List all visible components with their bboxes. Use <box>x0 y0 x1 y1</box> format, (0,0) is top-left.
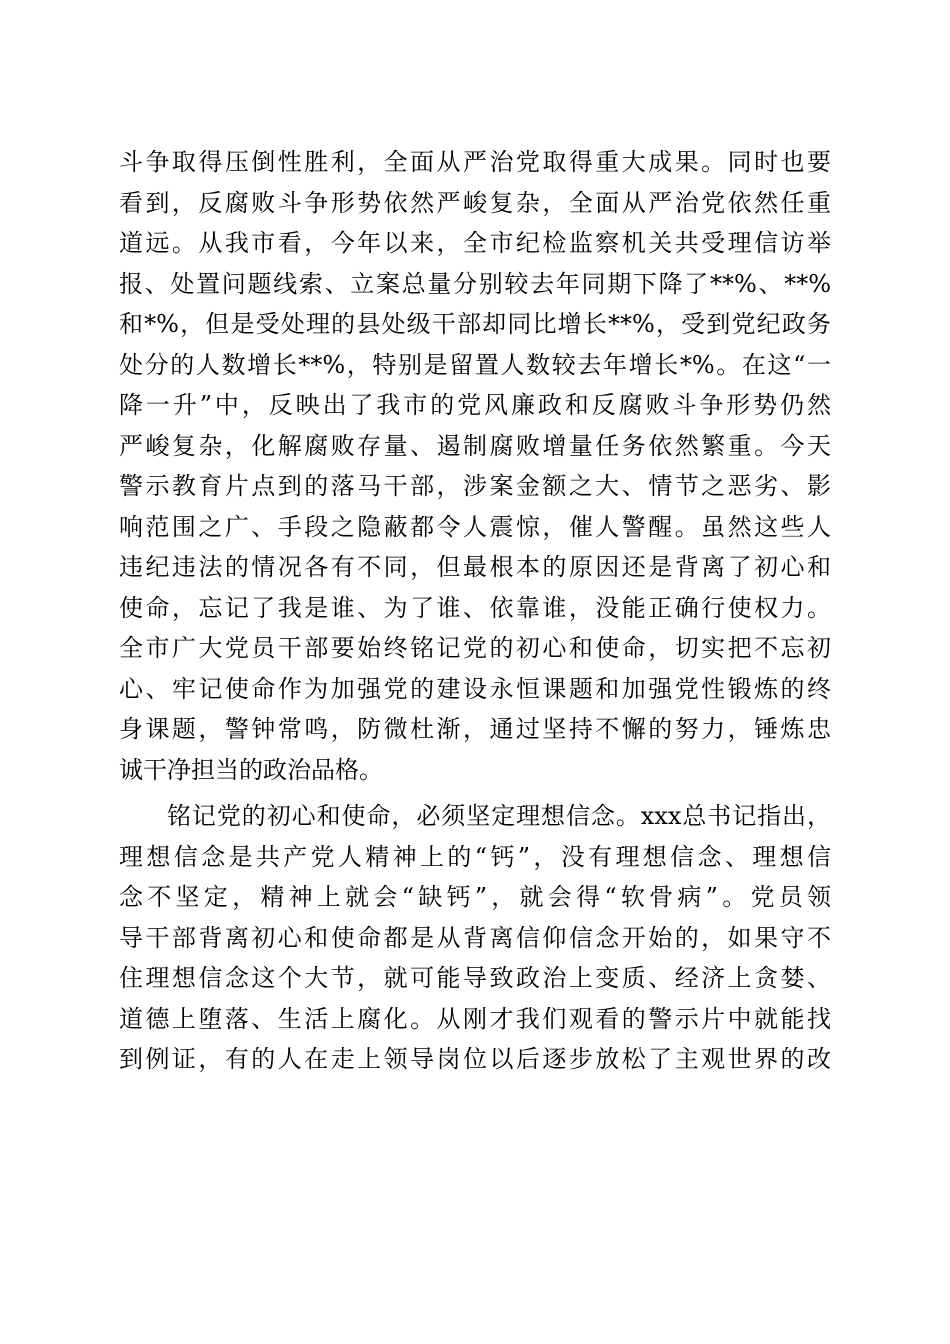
paragraph-1 <box>119 142 831 790</box>
text-line: 使命，忘记了我是谁、为了谁、依靠谁，没能正确行使权力。 <box>119 593 831 622</box>
text-line: 道德上堕落、生活上腐化。从刚才我们观看的警示片中就能找 <box>119 1004 831 1033</box>
paragraph-2 <box>119 796 831 1080</box>
text-line: 导干部背离初心和使命都是从背离信仰信念开始的，如果守不 <box>119 923 831 952</box>
text-line: 到例证，有的人在走上领导岗位以后逐步放松了主观世界的改 <box>119 1045 831 1073</box>
text-line: 看到，反腐败斗争形势依然严峻复杂，全面从严治党依然任重 <box>119 188 831 217</box>
text-line: 处分的人数增长**%，特别是留置人数较去年增长*%。在这“一 <box>119 350 831 379</box>
text-line: 斗争取得压倒性胜利，全面从严治党取得重大成果。同时也要 <box>119 148 831 176</box>
text-line: 违纪违法的情况各有不同，但最根本的原因还是背离了初心和 <box>119 553 831 581</box>
text-line: 道远。从我市看，今年以来，全市纪检监察机关共受理信访举 <box>119 229 831 257</box>
text-line: 降一升”中，反映出了我市的党风廉政和反腐败斗争形势仍然 <box>119 391 831 419</box>
text-line: 诚干净担当的政治品格。 <box>119 755 383 784</box>
text-line: 和*%，但是受处理的县处级干部却同比增长**%，受到党纪政务 <box>119 310 831 338</box>
text-line: 响范围之广、手段之隐蔽都令人震惊，催人警醒。虽然这些人 <box>119 512 831 541</box>
text-line: 心、牢记使命作为加强党的建设永恒课题和加强党性锻炼的终 <box>119 674 831 703</box>
text-line: 铭记党的初心和使命，必须坚定理想信念。xxx总书记指出， <box>167 802 831 830</box>
text-line: 全市广大党员干部要始终铭记党的初心和使命，切实把不忘初 <box>119 634 831 662</box>
text-line: 严峻复杂，化解腐败存量、遏制腐败增量任务依然繁重。今天 <box>119 431 831 460</box>
text-line: 住理想信念这个大节，就可能导致政治上变质、经济上贪婪、 <box>119 964 831 992</box>
document-body <box>119 142 831 1080</box>
text-line: 理想信念是共产党人精神上的“钙”，没有理想信念、理想信 <box>119 842 831 871</box>
text-line: 念不坚定，精神上就会“缺钙”，就会得“软骨病”。党员领 <box>119 883 831 911</box>
text-line: 身课题，警钟常鸣，防微杜渐，通过坚持不懈的努力，锤炼忠 <box>119 715 831 743</box>
text-line: 报、处置问题线索、立案总量分别较去年同期下降了**%、**% <box>119 269 831 298</box>
text-line: 警示教育片点到的落马干部，涉案金额之大、情节之恶劣、影 <box>119 472 831 500</box>
